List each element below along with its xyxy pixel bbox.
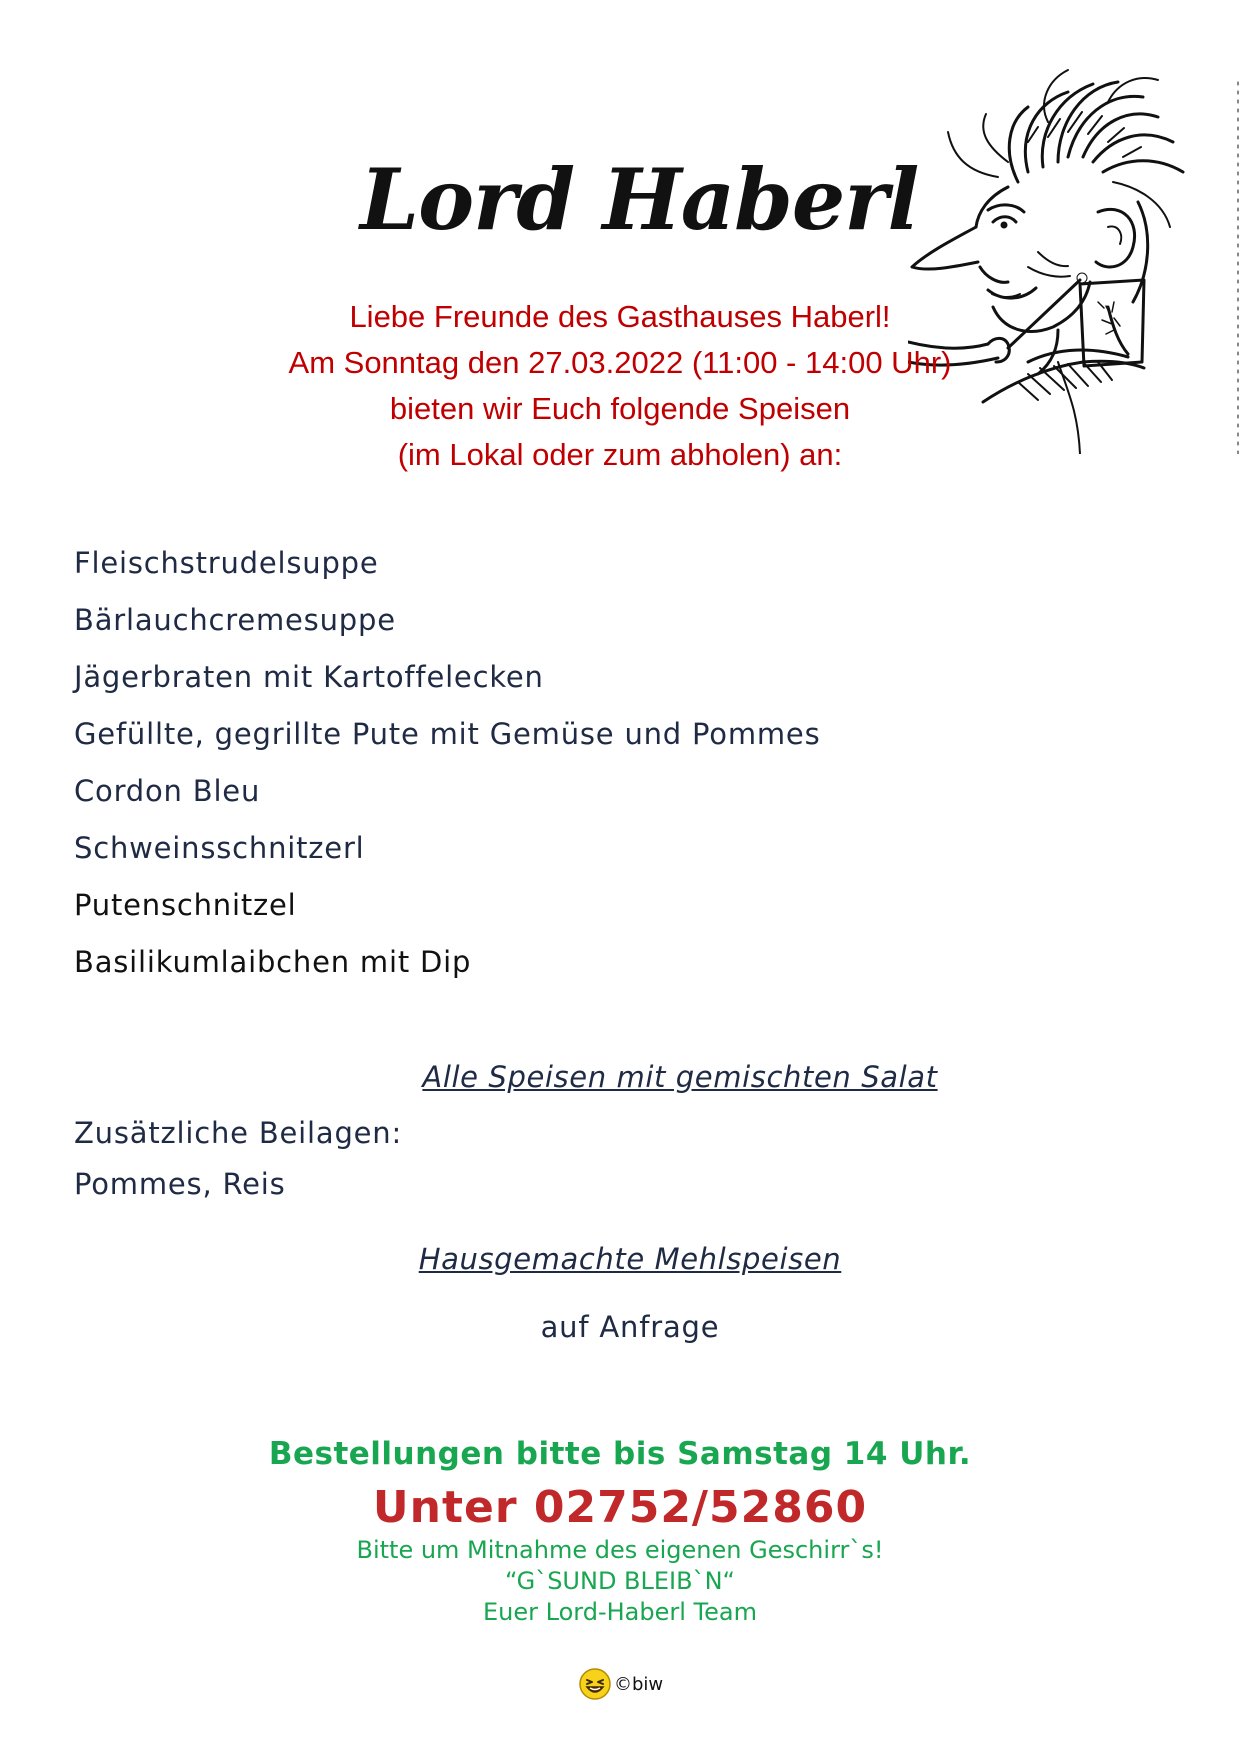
menu-item: Gefüllte, gegrillte Pute mit Gemüse und Pommes — [74, 717, 821, 751]
signoff: Euer Lord-Haberl Team — [483, 1598, 757, 1626]
menu-item: Bärlauchcremesuppe — [74, 603, 396, 637]
menu-item: Basilikumlaibchen mit Dip — [74, 945, 472, 979]
menu-item: Jägerbraten mit Kartoffelecken — [74, 660, 544, 694]
intro-service-mode: (im Lokal oder zum abholen) an: — [397, 437, 843, 472]
menu-item: Schweinsschnitzerl — [74, 831, 365, 865]
intro-greeting: Liebe Freunde des Gasthauses Haberl! — [349, 299, 891, 334]
credit-text: ©biw — [614, 1673, 664, 1695]
menu-item: Fleischstrudelsuppe — [74, 546, 379, 580]
intro-text — [200, 294, 1040, 478]
menu-item: Putenschnitzel — [74, 888, 297, 922]
footer-text — [200, 1535, 1040, 1628]
dishes-note: Bitte um Mitnahme des eigenen Geschirr`s! — [356, 1536, 884, 1564]
greeting: “G`SUND BLEIB`N“ — [505, 1567, 735, 1595]
menu-list — [74, 542, 974, 998]
intro-offer: bieten wir Euch folgende Speisen — [389, 391, 851, 426]
salad-note: Alle Speisen mit gemischten Salat — [422, 1060, 938, 1094]
sides-value: Pommes, Reis — [74, 1167, 286, 1201]
laughing-smiley-icon — [578, 1667, 612, 1701]
menu-item: Cordon Bleu — [74, 774, 261, 808]
sides-label: Zusätzliche Beilagen: — [74, 1116, 403, 1150]
dessert-heading: Hausgemachte Mehlspeisen — [418, 1242, 842, 1276]
phone-number: Unter 02752/52860 — [372, 1482, 868, 1533]
restaurant-logo: Lord Haberl — [360, 150, 919, 249]
credit — [578, 1664, 663, 1704]
order-deadline: Bestellungen bitte bis Samstag 14 Uhr. — [268, 1436, 972, 1472]
dessert-note: auf Anfrage — [540, 1310, 720, 1344]
intro-date-time: Am Sonntag den 27.03.2022 (11:00 - 14:00 Uhr) — [288, 345, 952, 380]
